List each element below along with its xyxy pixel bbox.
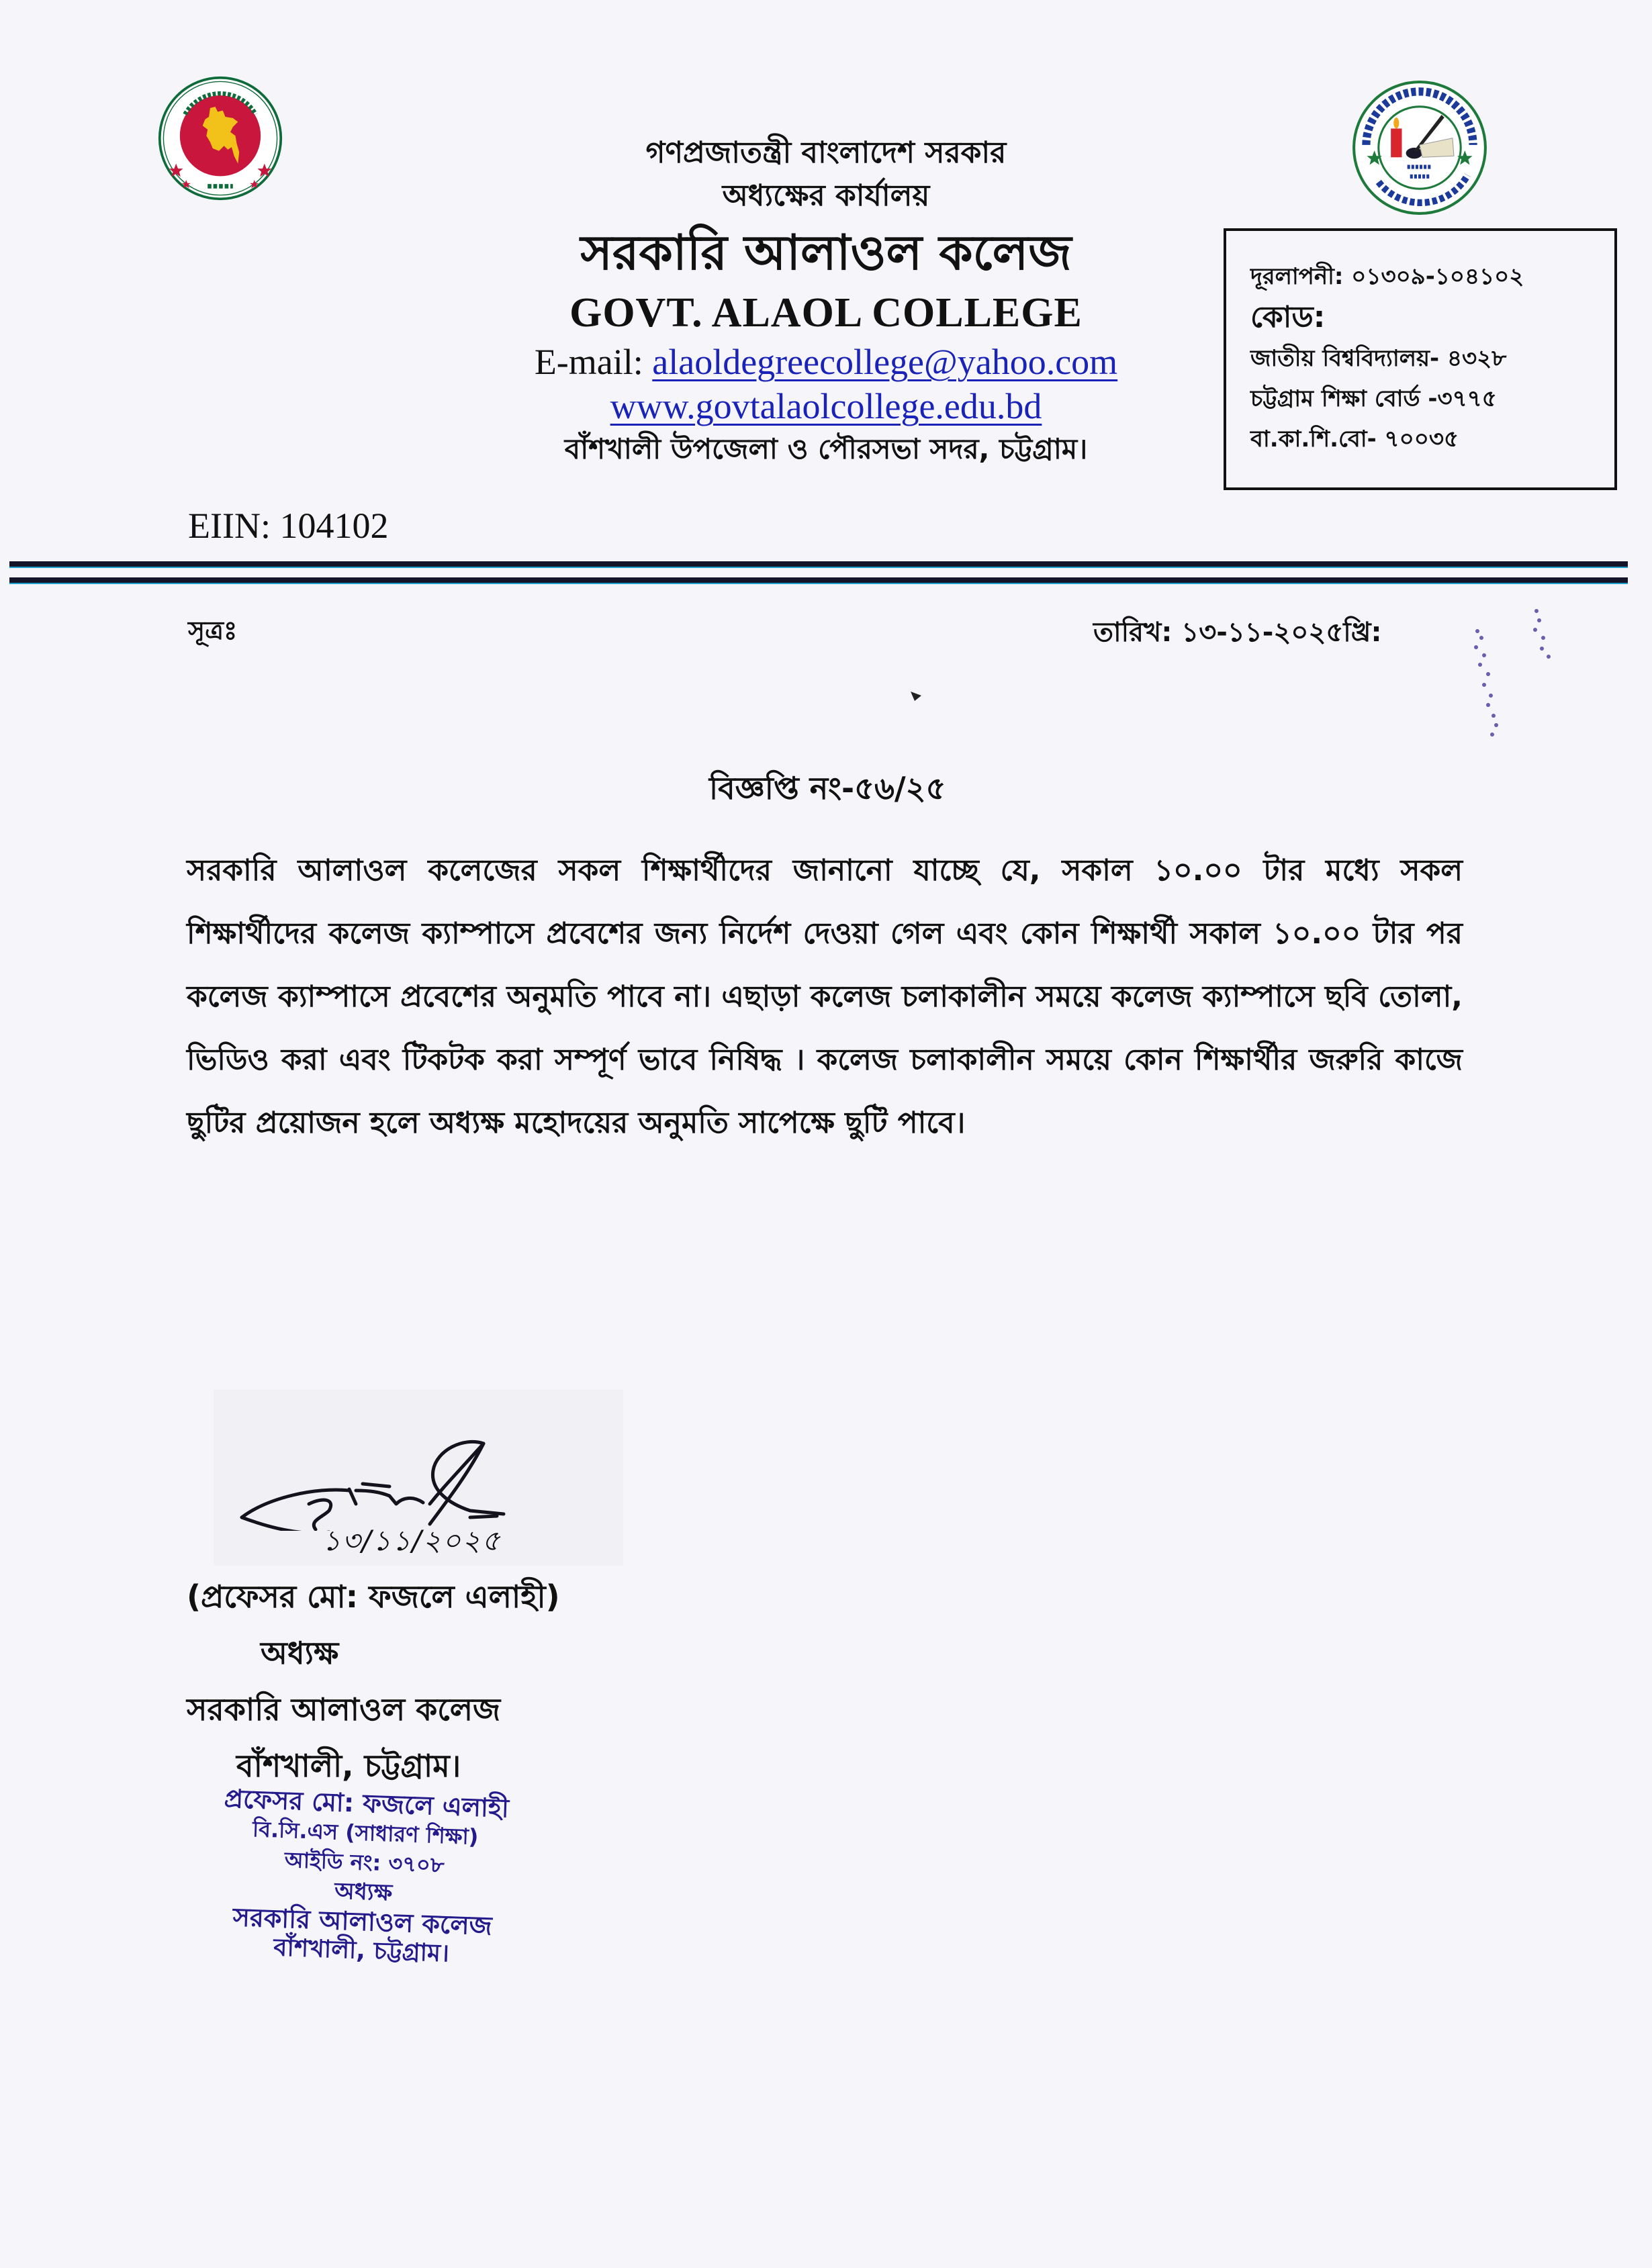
- government-title: গণপ্রজাতন্ত্রী বাংলাদেশ সরকার: [645, 136, 1007, 170]
- college-address: বাঁশখালী উপজেলা ও পৌরসভা সদর, চট্টগ্রাম।: [564, 432, 1088, 465]
- contact-code-box: [1224, 228, 1617, 490]
- reference-label: সূত্রঃ: [188, 616, 238, 645]
- office-title: অধ্যক্ষের কার্যালয়: [722, 179, 930, 213]
- seal-line-id: আইডি নং: ৩৭০৮: [284, 1846, 445, 1879]
- signatory-block: [187, 1568, 560, 1794]
- phone-number: দূরলাপনী: ০১৩০৯-১০৪১০২: [1250, 263, 1524, 290]
- website-link[interactable]: www.govtalaolcollege.edu.bd: [610, 386, 1042, 426]
- official-seal-stamp: [173, 1782, 555, 1972]
- email-label: E-mail:: [534, 342, 643, 382]
- code-national-university: জাতীয় বিশ্ববিদ্যালয়- ৪৩২৮: [1250, 345, 1507, 372]
- code-heading: কোড:: [1250, 300, 1326, 334]
- ink-speck-marks: [1464, 591, 1571, 752]
- college-name-en: GOVT. ALAOL COLLEGE: [569, 290, 1083, 336]
- seal-line-cadre: বি.সি.এস (সাধারণ শিক্ষা): [252, 1816, 479, 1850]
- email-link[interactable]: alaoldegreecollege@yahoo.com: [652, 342, 1118, 382]
- college-name-bn: সরকারি আলাওল কলেজ: [580, 224, 1072, 281]
- seal-line-title: অধ্যক্ষ: [334, 1877, 393, 1907]
- signatory-college: সরকারি আলাওল কলেজ: [187, 1691, 501, 1728]
- email-line: [403, 340, 1249, 384]
- signatory-title: অধ্যক্ষ: [261, 1635, 339, 1671]
- letterhead: [403, 132, 1249, 470]
- code-madrasah-board: বা.কা.শি.বো- ৭০০৩৫: [1250, 426, 1459, 453]
- notice-number: বিজ্ঞপ্তি নং-৫৬/২৫: [709, 770, 946, 806]
- signatory-place: বাঁশখালী, চট্টগ্রাম।: [236, 1748, 461, 1784]
- website-line: [403, 384, 1249, 428]
- seal-line-college: সরকারি আলাওল কলেজ: [232, 1902, 493, 1941]
- signature-date: ১৩/১১/২০২৫: [322, 1524, 502, 1557]
- header-divider-top: [9, 561, 1628, 568]
- ink-dot-mark: [907, 686, 927, 706]
- seal-line-place: বাঁশখালী, চট্টগ্রাম।: [273, 1934, 450, 1968]
- bangladesh-government-seal-icon: [157, 75, 283, 201]
- issue-date: তারিখ: ১৩-১১-২০২৫খ্রি:: [1093, 617, 1382, 648]
- handwritten-signature-icon: [228, 1417, 604, 1531]
- header-divider-bottom: [9, 577, 1628, 584]
- seal-line-name: প্রফেসর মো: ফজলে এলাহী: [224, 1783, 510, 1824]
- signatory-name: (প্রফেসর মো: ফজলে এলাহী): [187, 1578, 560, 1615]
- notice-body: সরকারি আলাওল কলেজের সকল শিক্ষার্থীদের জানানো যাচ্ছে যে, সকাল ১০.০০ টার মধ্যে সকল শিক্ষার্থীদের কলেজ ক্যাম্পাসে প্রবেশের জন্য নির্দেশ দেওয়া গেল এবং কোন শিক্ষার্থী সকাল ১০.০০ টার পর কলেজ ক্যাম্পাসে প্রবেশের অনুমতি পাবে না। এছাড়া কলেজ চলাকালীন সময়ে কলেজ ক্যাম্পাসে ছবি তোলা, ভিডিও করা এবং টিকটক করা সম্পূর্ণ ভাবে নিষিদ্ধ । কলেজ চলাকালীন সময়ে কোন শিক্ষার্থীর জরুরি কাজে ছুটির প্রয়োজন হলে অধ্যক্ষ মহোদয়ের অনুমতি সাপেক্ষে ছুটি পাবে।: [187, 853, 1463, 1140]
- eiin-number: EIIN: 104102: [188, 506, 389, 546]
- code-chattogram-board: চট্টগ্রাম শিক্ষা বোর্ড -৩৭৭৫: [1250, 385, 1497, 412]
- college-seal-icon: [1351, 79, 1488, 216]
